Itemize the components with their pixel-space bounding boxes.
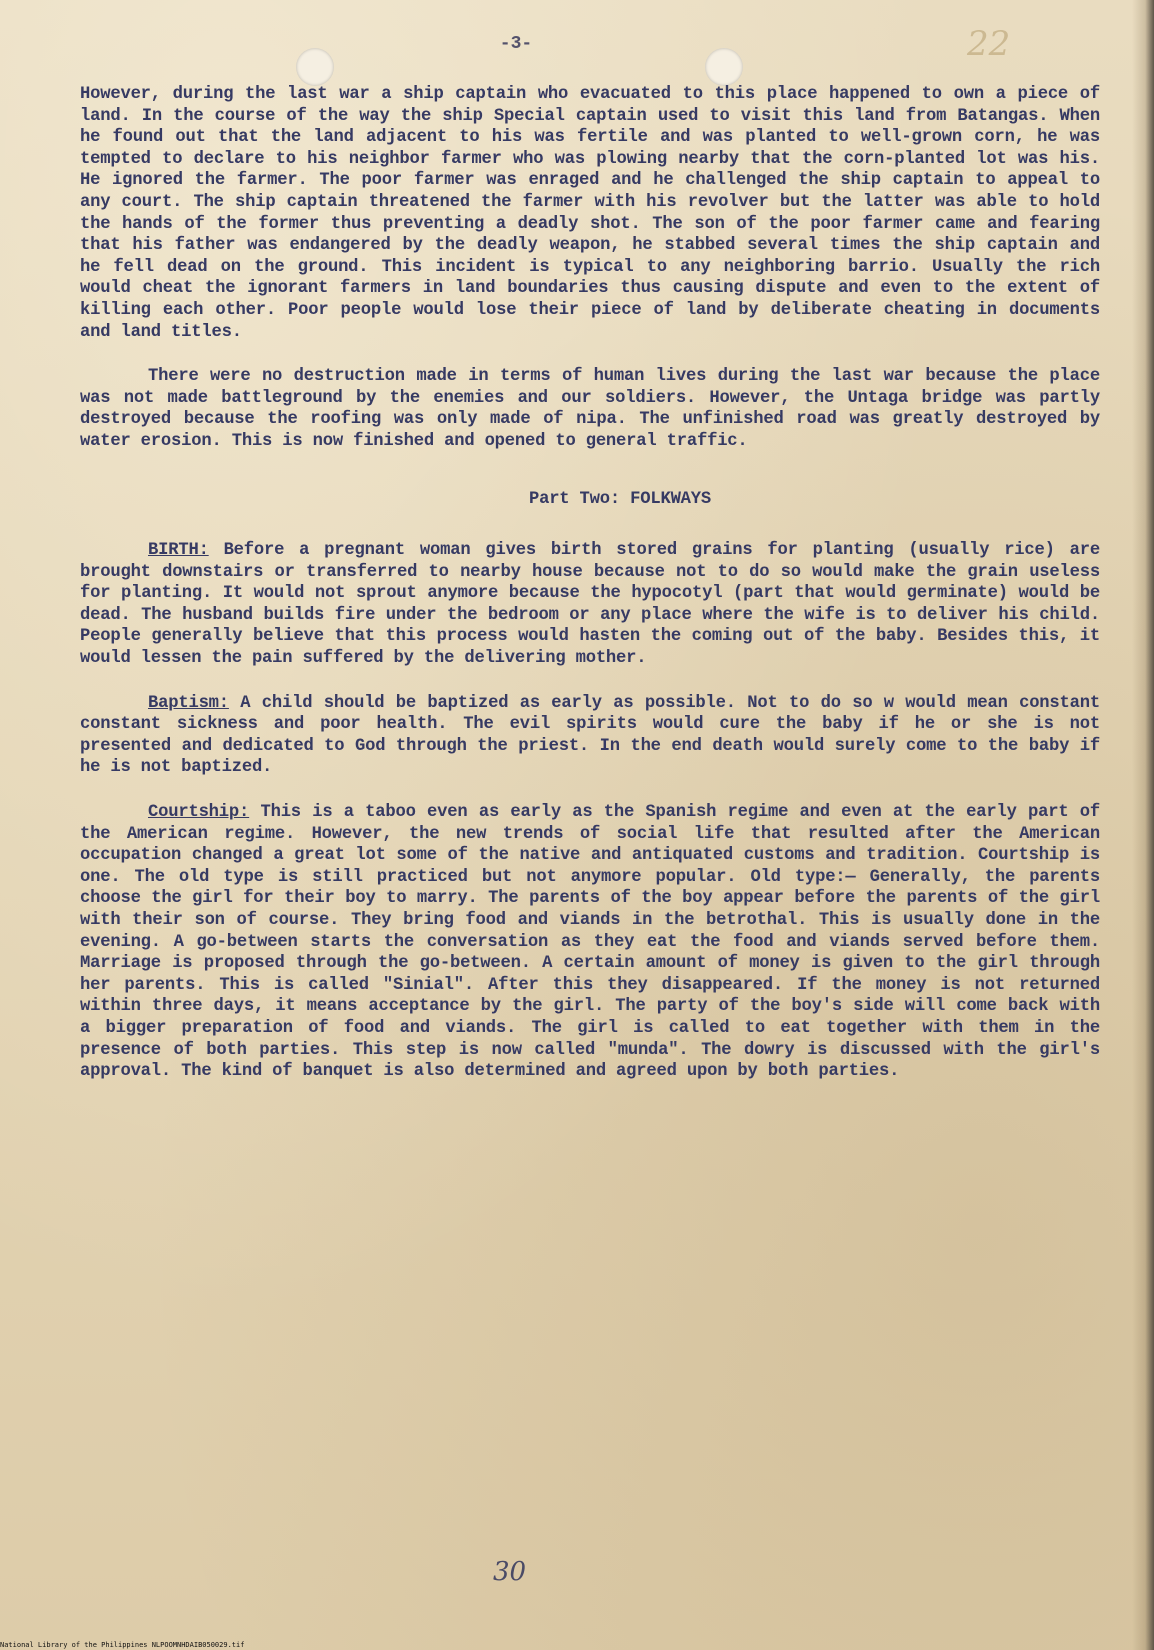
punch-hole-right (705, 48, 743, 86)
folkway-courtship-label: Courtship: (148, 803, 250, 823)
folkway-birth-label: BIRTH: (148, 541, 209, 561)
folkway-courtship-text: This is a taboo even as early as the Spanish regime and even at the early part of the American regime. However, the new trends of social life that resulted after the American occupation changed a great lot some of the native and antiquated customs and tradition. Courtship is one. The old type is still practiced but not anymore popular. Old type:— Generally, the parents choose the girl for their boy to marry. The parents of the boy appear before the parents of the girl with their son of course. They bring food and viands in the betrothal. This is usually done in the evening. A go-between starts the conversation as they eat the food and viands served before them. Marriage is proposed through the go-between. A certain amount of money is given to the girl through her parents. This is called "Sinial". After this they disappeared. If the money is not returned within three days, it means acceptance by the girl. The party of the boy's side will come back with a bigger preparation of food and viands. The girl is called to eat together with them in the presence of both parties. This step is now called "munda". The dowry is discussed with the girl's approval. The kind of banquet is also determined and agreed upon by both parties. (80, 803, 1100, 1082)
handwritten-page-number: 30 (493, 1557, 527, 1587)
scan-footer-label: National Library of the Philippines NLPOOMNHDAIB050029.tif (0, 1641, 245, 1649)
folkway-baptism-text: A child should be baptized as early as possible. Not to do so w would mean constant constant sickness and poor health. The evil spirits would cure the baby if he or she is not presented and dedicated to God through the priest. In the end death would surely come to the baby if he is not baptized. (80, 693, 1100, 778)
section-heading: Part Two: FOLKWAYS (528, 489, 712, 509)
folkway-baptism-label: Baptism: (148, 693, 229, 713)
folkway-birth-text: Before a pregnant woman gives birth stored grains for planting (usually rice) are brought downstairs or transferred to nearby house because not to do so would make the grain useless for planting. It would not sprout anymore because the hypocotyl (part that would germinate) would be dead. The husband builds fire under the bedroom or any place where the wife is to deliver his child. People generally believe that this process would hasten the coming out of the baby. Besides this, it would lessen the pain suffered by the delivering mother. (80, 541, 1100, 669)
page-number: -3- (499, 34, 533, 54)
folkway-baptism (80, 693, 1100, 779)
page-edge-shadow (1132, 0, 1154, 1650)
punch-hole-left (296, 48, 334, 86)
paragraph-ship-captain: However, during the last war a ship captain who evacuated to this place happened to own a piece of land. In the course of the way the ship Special captain used to visit this land from Batangas. When he found out that the land adjacent to his was fertile and was planted to well-grown corn, he was tempted to declare to his neighbor farmer who was plowing nearby that the corn-planted lot was his. He ignored the farmer. The poor farmer was enraged and he challenged the ship captain to appeal to any court. The ship captain threatened the farmer with his revolver but the latter was able to hold the hands of the former thus preventing a deadly shot. The son of the poor farmer came and fearing that his father was endangered by the deadly weapon, he stabbed several times the ship captain and he fell dead on the ground. This incident is typical to any neighboring barrio. Usually the rich would cheat the ignorant farmers in land boundaries thus causing dispute and even to the extent of killing each other. Poor people would lose their piece of land by deliberate cheating in documents and land titles. (80, 85, 1100, 342)
paragraph-war-destruction: There were no destruction made in terms of human lives during the last war because the place was not made battleground by the enemies and our soldiers. However, the Untaga bridge was partly destroyed because the roofing was only made of nipa. The unfinished road was greatly destroyed by water erosion. This is now finished and opened to general traffic. (80, 367, 1100, 451)
document-body (80, 84, 1100, 1106)
folio-number: 22 (967, 24, 1011, 64)
folkway-birth (80, 540, 1100, 670)
folkway-courtship (80, 802, 1100, 1083)
